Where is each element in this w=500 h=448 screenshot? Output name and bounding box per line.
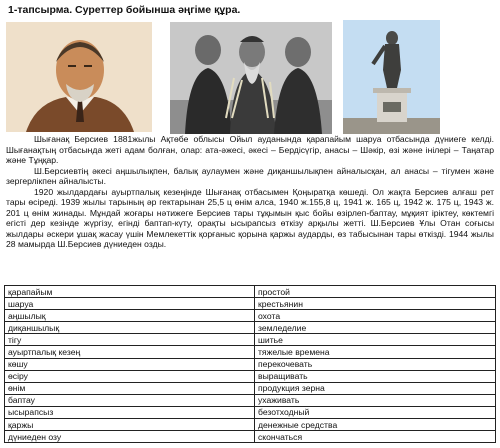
russian-word: денежные средства [255, 419, 496, 431]
kazakh-word: дүниеден озу [5, 431, 255, 443]
russian-word: ухаживать [255, 394, 496, 406]
russian-word: скончаться [255, 431, 496, 443]
kazakh-word: қаржы [5, 419, 255, 431]
paragraph: 1920 жылдардағы ауыртпалық кезеңінде Шығанақ отбасымен Қоңыратқа көшеді. Ол жақта Берсиев алғаш рет тары өсіреді. 1939 жылы тарының әр гектарынан 25,5 ц өнім алса, 1940 ж.155,8 ц, 1941 ж. 165 ц, 1942 ж. 175 ц, 1943 ж. 201 ц өнім жинады. Мұндай жоғары нәтижеге Берсиев тары тұқымын қыс бойы өзірлеп-баптау, мұқият іріктеу, көктемгі егісті дер кезінде жүргізу, егінді баптап-күту, орақты ысырапсыз өткізу арқылы жетті. Ш.Берсиев Ұлы Отан соғысы жылдары әскери ұшақ жасау үшін Мемлекеттік қорғаныс қорына қаржы аударды, өз табысынан тары өткізді. 1944 жылы 28 мамырда Ш.Берсиев дүниеден озды. [6, 186, 494, 250]
portrait-photo [6, 22, 152, 132]
table-row [5, 431, 496, 443]
table-row [5, 358, 496, 370]
table-row [5, 394, 496, 406]
table-row [5, 370, 496, 382]
table-row [5, 334, 496, 346]
monument-photo [343, 20, 440, 134]
kazakh-word: баптау [5, 394, 255, 406]
kazakh-word: ауыртпалық кезең [5, 346, 255, 358]
russian-word: перекочевать [255, 358, 496, 370]
kazakh-word: тігу [5, 334, 255, 346]
kazakh-word: көшу [5, 358, 255, 370]
table-row [5, 346, 496, 358]
kazakh-word: диқаншылық [5, 322, 255, 334]
vocabulary-table [4, 285, 496, 443]
kazakh-word: аңшылық [5, 310, 255, 322]
kazakh-word: ысырапсыз [5, 406, 255, 418]
kazakh-word: қарапайым [5, 286, 255, 298]
table-row [5, 382, 496, 394]
kazakh-word: өнім [5, 382, 255, 394]
paragraph: Ш.Берсиевтің әкесі аңшылықпен, балық аулаумен және диқаншылықпен айналысқан, ал анасы – тігумен және зергерлікпен айналысты. [6, 165, 494, 187]
story-text [6, 134, 494, 250]
russian-word: продукция зерна [255, 382, 496, 394]
table-row [5, 286, 496, 298]
russian-word: крестьянин [255, 298, 496, 310]
table-row [5, 298, 496, 310]
kazakh-word: өсіру [5, 370, 255, 382]
kazakh-word: шаруа [5, 298, 255, 310]
russian-word: тяжелые времена [255, 346, 496, 358]
russian-word: простой [255, 286, 496, 298]
paragraph: Шығанақ Берсиев 1881жылы Ақтөбе облысы Ойыл ауданында қарапайым шаруа отбасында дүниеге келді. Шығанақтың отбасында жеті адам болған, олар: ата-әжесі, әкесі – Бердісүгір, анасы – Шәкір, өзі және інілері – Таңатар және Тұңқар. [6, 134, 494, 166]
task-title: 1-тапсырма. Суреттер бойынша әңгіме құра. [8, 4, 241, 16]
table-row [5, 406, 496, 418]
group-photo [170, 22, 332, 134]
table-row [5, 419, 496, 431]
table-row [5, 322, 496, 334]
russian-word: шитье [255, 334, 496, 346]
russian-word: охота [255, 310, 496, 322]
russian-word: безотходный [255, 406, 496, 418]
table-row [5, 310, 496, 322]
russian-word: выращивать [255, 370, 496, 382]
russian-word: земледелие [255, 322, 496, 334]
